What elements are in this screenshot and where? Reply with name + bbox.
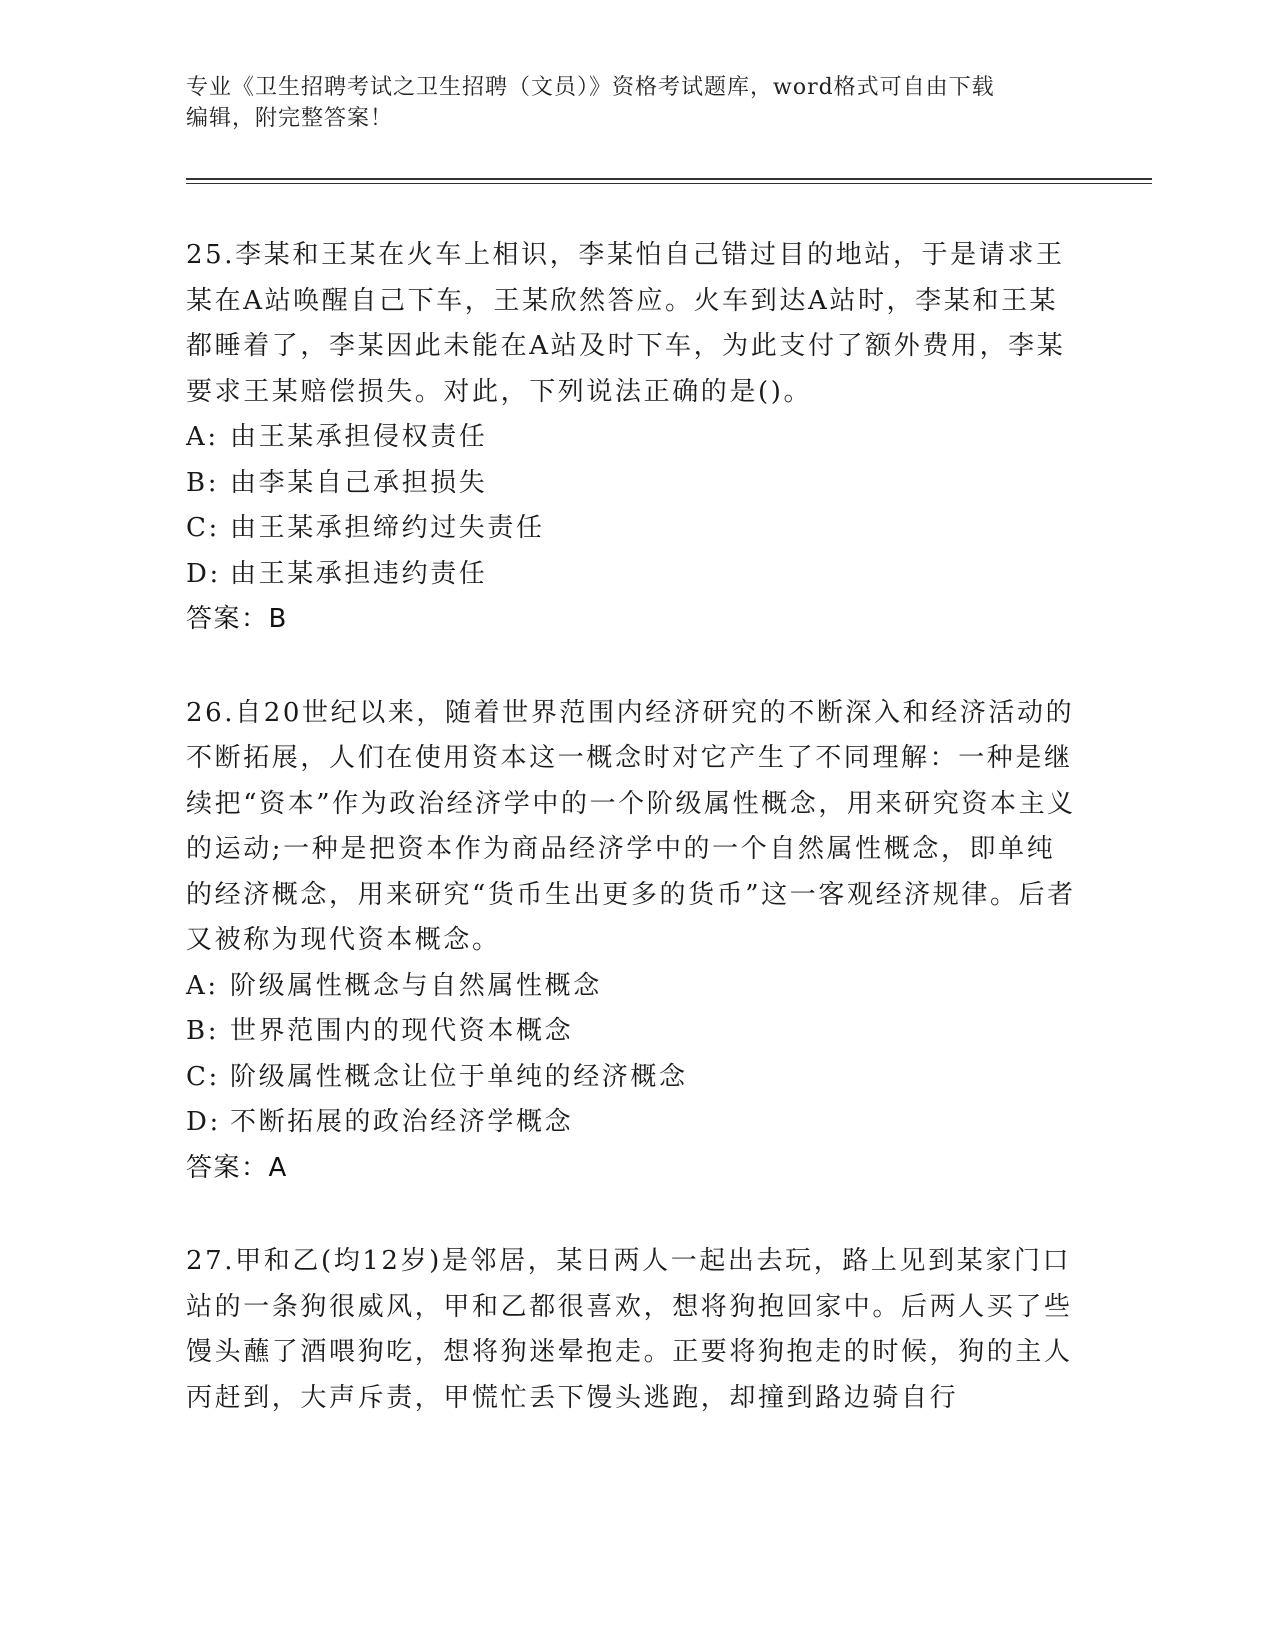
header-divider-thin — [186, 183, 1152, 184]
option-letter: D: — [186, 558, 221, 589]
option-text: 由王某承担缔约过失责任 — [230, 513, 545, 543]
option-letter: B: — [186, 467, 220, 498]
option-a — [186, 964, 1076, 1010]
header-line-1: 专业《卫生招聘考试之卫生招聘（文员）》资格考试题库，word格式可自由下载 — [186, 75, 995, 100]
option-letter: B: — [186, 1016, 220, 1046]
question-text: 25.李某和王某在火车上相识，李某怕自己错过目的地站，于是请求王某在A站唤醒自己下车，王某欣然答应。火车到达A站时，李某和王某都睡着了，李某因此未能在A站及时下车，为此支付了额外费用，李某要求王某赔偿损失。对此，下列说法正确的是()。 — [186, 240, 1066, 407]
option-text: 由王某承担侵权责任 — [230, 422, 488, 452]
answer-line: 答案：B — [186, 604, 288, 634]
option-letter: D: — [186, 1107, 221, 1137]
option-a — [186, 415, 1076, 461]
header-divider-thick — [186, 178, 1152, 180]
option-letter: A: — [186, 970, 219, 1001]
question-list — [186, 233, 1076, 1469]
option-text: 由王某承担违约责任 — [230, 558, 488, 589]
option-b — [186, 1009, 1076, 1055]
header-line-2: 编辑，附完整答案！ — [186, 106, 394, 131]
question-27 — [186, 1239, 1076, 1421]
option-c — [186, 506, 1076, 552]
question-text: 26.自20世纪以来，随着世界范围内经济研究的不断深入和经济活动的不断拓展，人们在使用资本这一概念时对它产生了不同理解：一种是继续把“资本”作为政治经济学中的一个阶级属性概念，用来研究资本主义的运动;一种是把资本作为商品经济学中的一个自然属性概念，即单纯的经济概念，用来研究“货币生出更多的货币”这一客观经济规律。后者又被称为现代资本概念。 — [186, 697, 1076, 955]
option-letter: C: — [186, 513, 220, 543]
question-text: 27.甲和乙(均12岁)是邻居，某日两人一起出去玩，路上见到某家门口站的一条狗很威风，甲和乙都很喜欢，想将狗抱回家中。后两人买了些馒头蘸了酒喂狗吃，想将狗迷晕抱走。正要将狗抱走的时候，狗的主人丙赶到，大声斥责，甲慌忙丢下馒头逃跑，却撞到路边骑自行 — [186, 1246, 1073, 1413]
option-text: 不断拓展的政治经济学概念 — [230, 1107, 574, 1137]
option-letter: C: — [186, 1061, 220, 1092]
option-text: 由李某自己承担损失 — [230, 467, 488, 498]
option-c — [186, 1055, 1076, 1101]
option-text: 阶级属性概念与自然属性概念 — [230, 970, 602, 1001]
answer-line: 答案：A — [186, 1152, 288, 1183]
option-text: 世界范围内的现代资本概念 — [230, 1016, 574, 1046]
option-letter: A: — [186, 422, 219, 452]
option-text: 阶级属性概念让位于单纯的经济概念 — [230, 1061, 688, 1092]
document-header — [186, 72, 1066, 134]
option-b — [186, 461, 1076, 507]
option-d — [186, 1100, 1076, 1146]
option-d — [186, 552, 1076, 598]
question-25 — [186, 233, 1076, 643]
question-26 — [186, 691, 1076, 1192]
